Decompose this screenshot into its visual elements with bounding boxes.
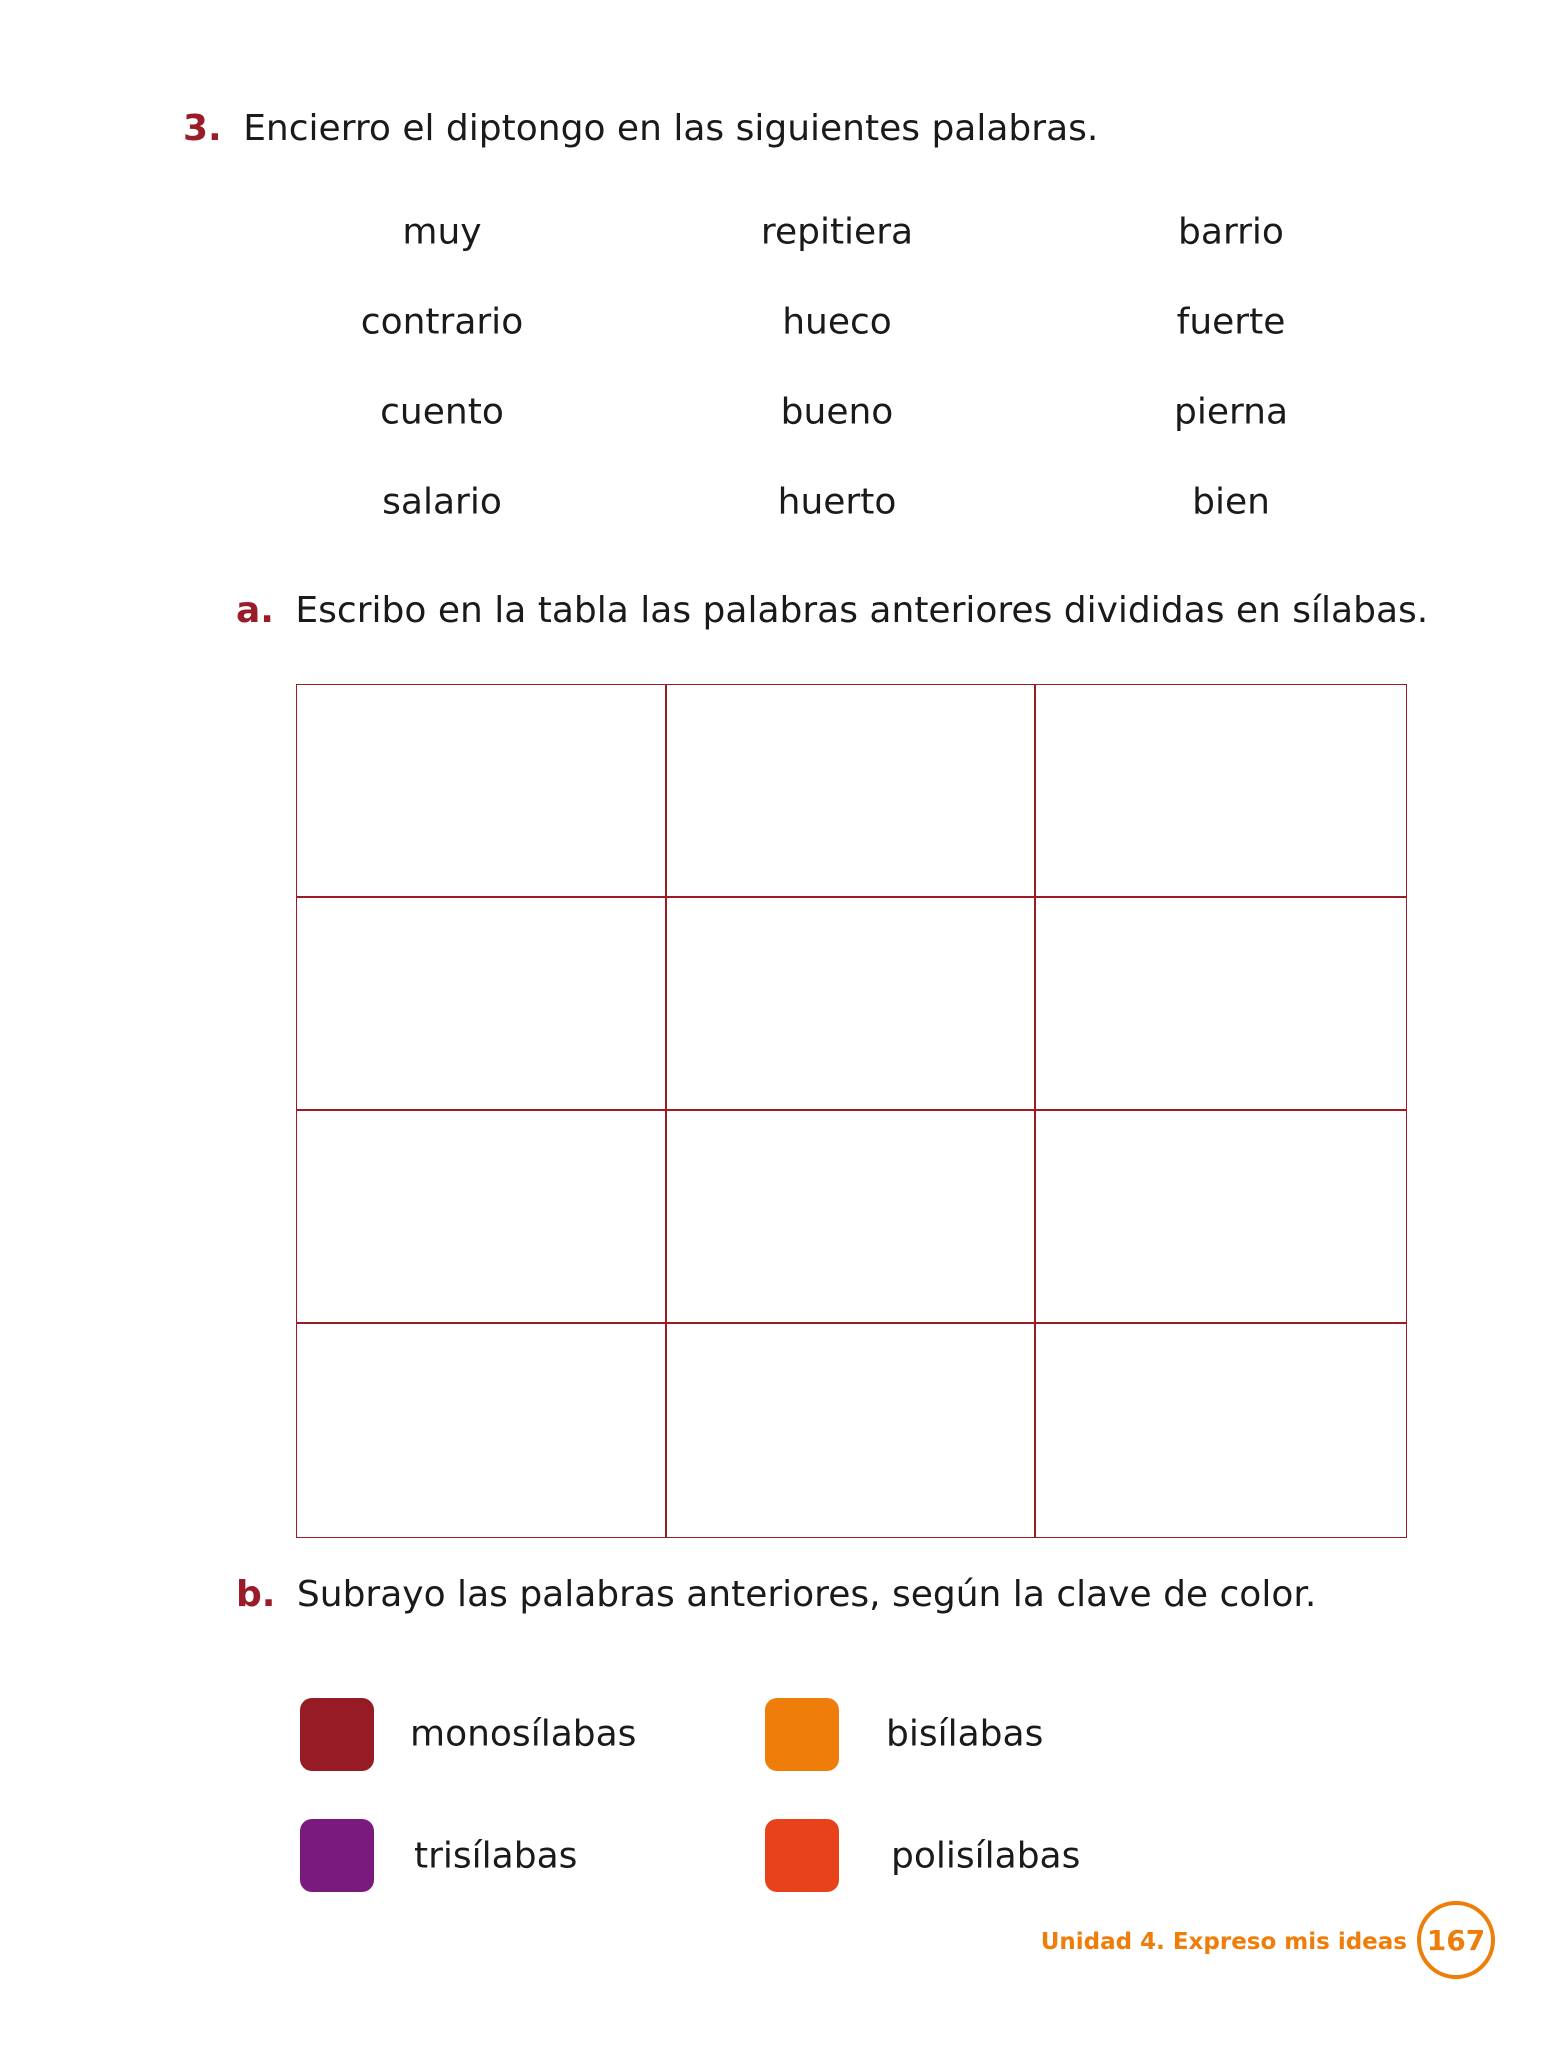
word-item: hueco [782,301,892,343]
table-cell[interactable] [1036,685,1406,898]
word-item: muy [402,211,482,253]
word-item: repitiera [760,211,914,253]
word-item: barrio [1178,211,1284,253]
exercise-number: 3. [183,108,222,149]
page-number: 167 [1426,1923,1486,1957]
word-item: bueno [780,391,894,433]
part-b-letter: b. [236,1574,276,1615]
word-item: contrario [360,301,524,343]
table-cell[interactable] [297,685,667,898]
exercise-instruction: Encierro el diptongo en las siguientes palabras. [243,108,1099,149]
part-b-heading [236,1574,1316,1615]
exercise-heading [183,108,1098,149]
legend-swatch-monosilabas [300,1698,374,1771]
table-cell[interactable] [297,898,667,1111]
word-item: cuento [380,391,504,433]
footer-unit-title: Unidad 4. Expreso mis ideas [1040,1929,1407,1955]
word-item: bien [1192,481,1270,523]
table-cell[interactable] [297,1324,667,1537]
word-item: fuerte [1176,301,1286,343]
table-cell[interactable] [297,1111,667,1324]
table-cell[interactable] [667,1111,1037,1324]
legend-label-monosilabas: monosílabas [410,1713,637,1755]
word-item: huerto [777,481,897,523]
legend-swatch-bisilabas [765,1698,839,1771]
table-cell[interactable] [667,898,1037,1111]
table-cell[interactable] [1036,898,1406,1111]
part-b-instruction: Subrayo las palabras anteriores, según la clave de color. [296,1574,1317,1615]
syllable-table [296,684,1407,1538]
part-a-heading [236,590,1428,631]
legend-swatch-polisilabas [765,1819,839,1892]
legend-label-polisilabas: polisílabas [891,1835,1081,1877]
table-cell[interactable] [667,1324,1037,1537]
legend-label-trisilabas: trisílabas [414,1835,578,1877]
legend-swatch-trisilabas [300,1819,374,1892]
legend-label-bisilabas: bisílabas [886,1713,1044,1755]
word-item: pierna [1173,391,1289,433]
table-cell[interactable] [667,685,1037,898]
table-cell[interactable] [1036,1111,1406,1324]
part-a-letter: a. [236,590,274,631]
word-item: salario [382,481,502,523]
part-a-instruction: Escribo en la tabla las palabras anteriores divididas en sílabas. [295,590,1429,631]
page-number-badge [1417,1901,1495,1979]
table-cell[interactable] [1036,1324,1406,1537]
